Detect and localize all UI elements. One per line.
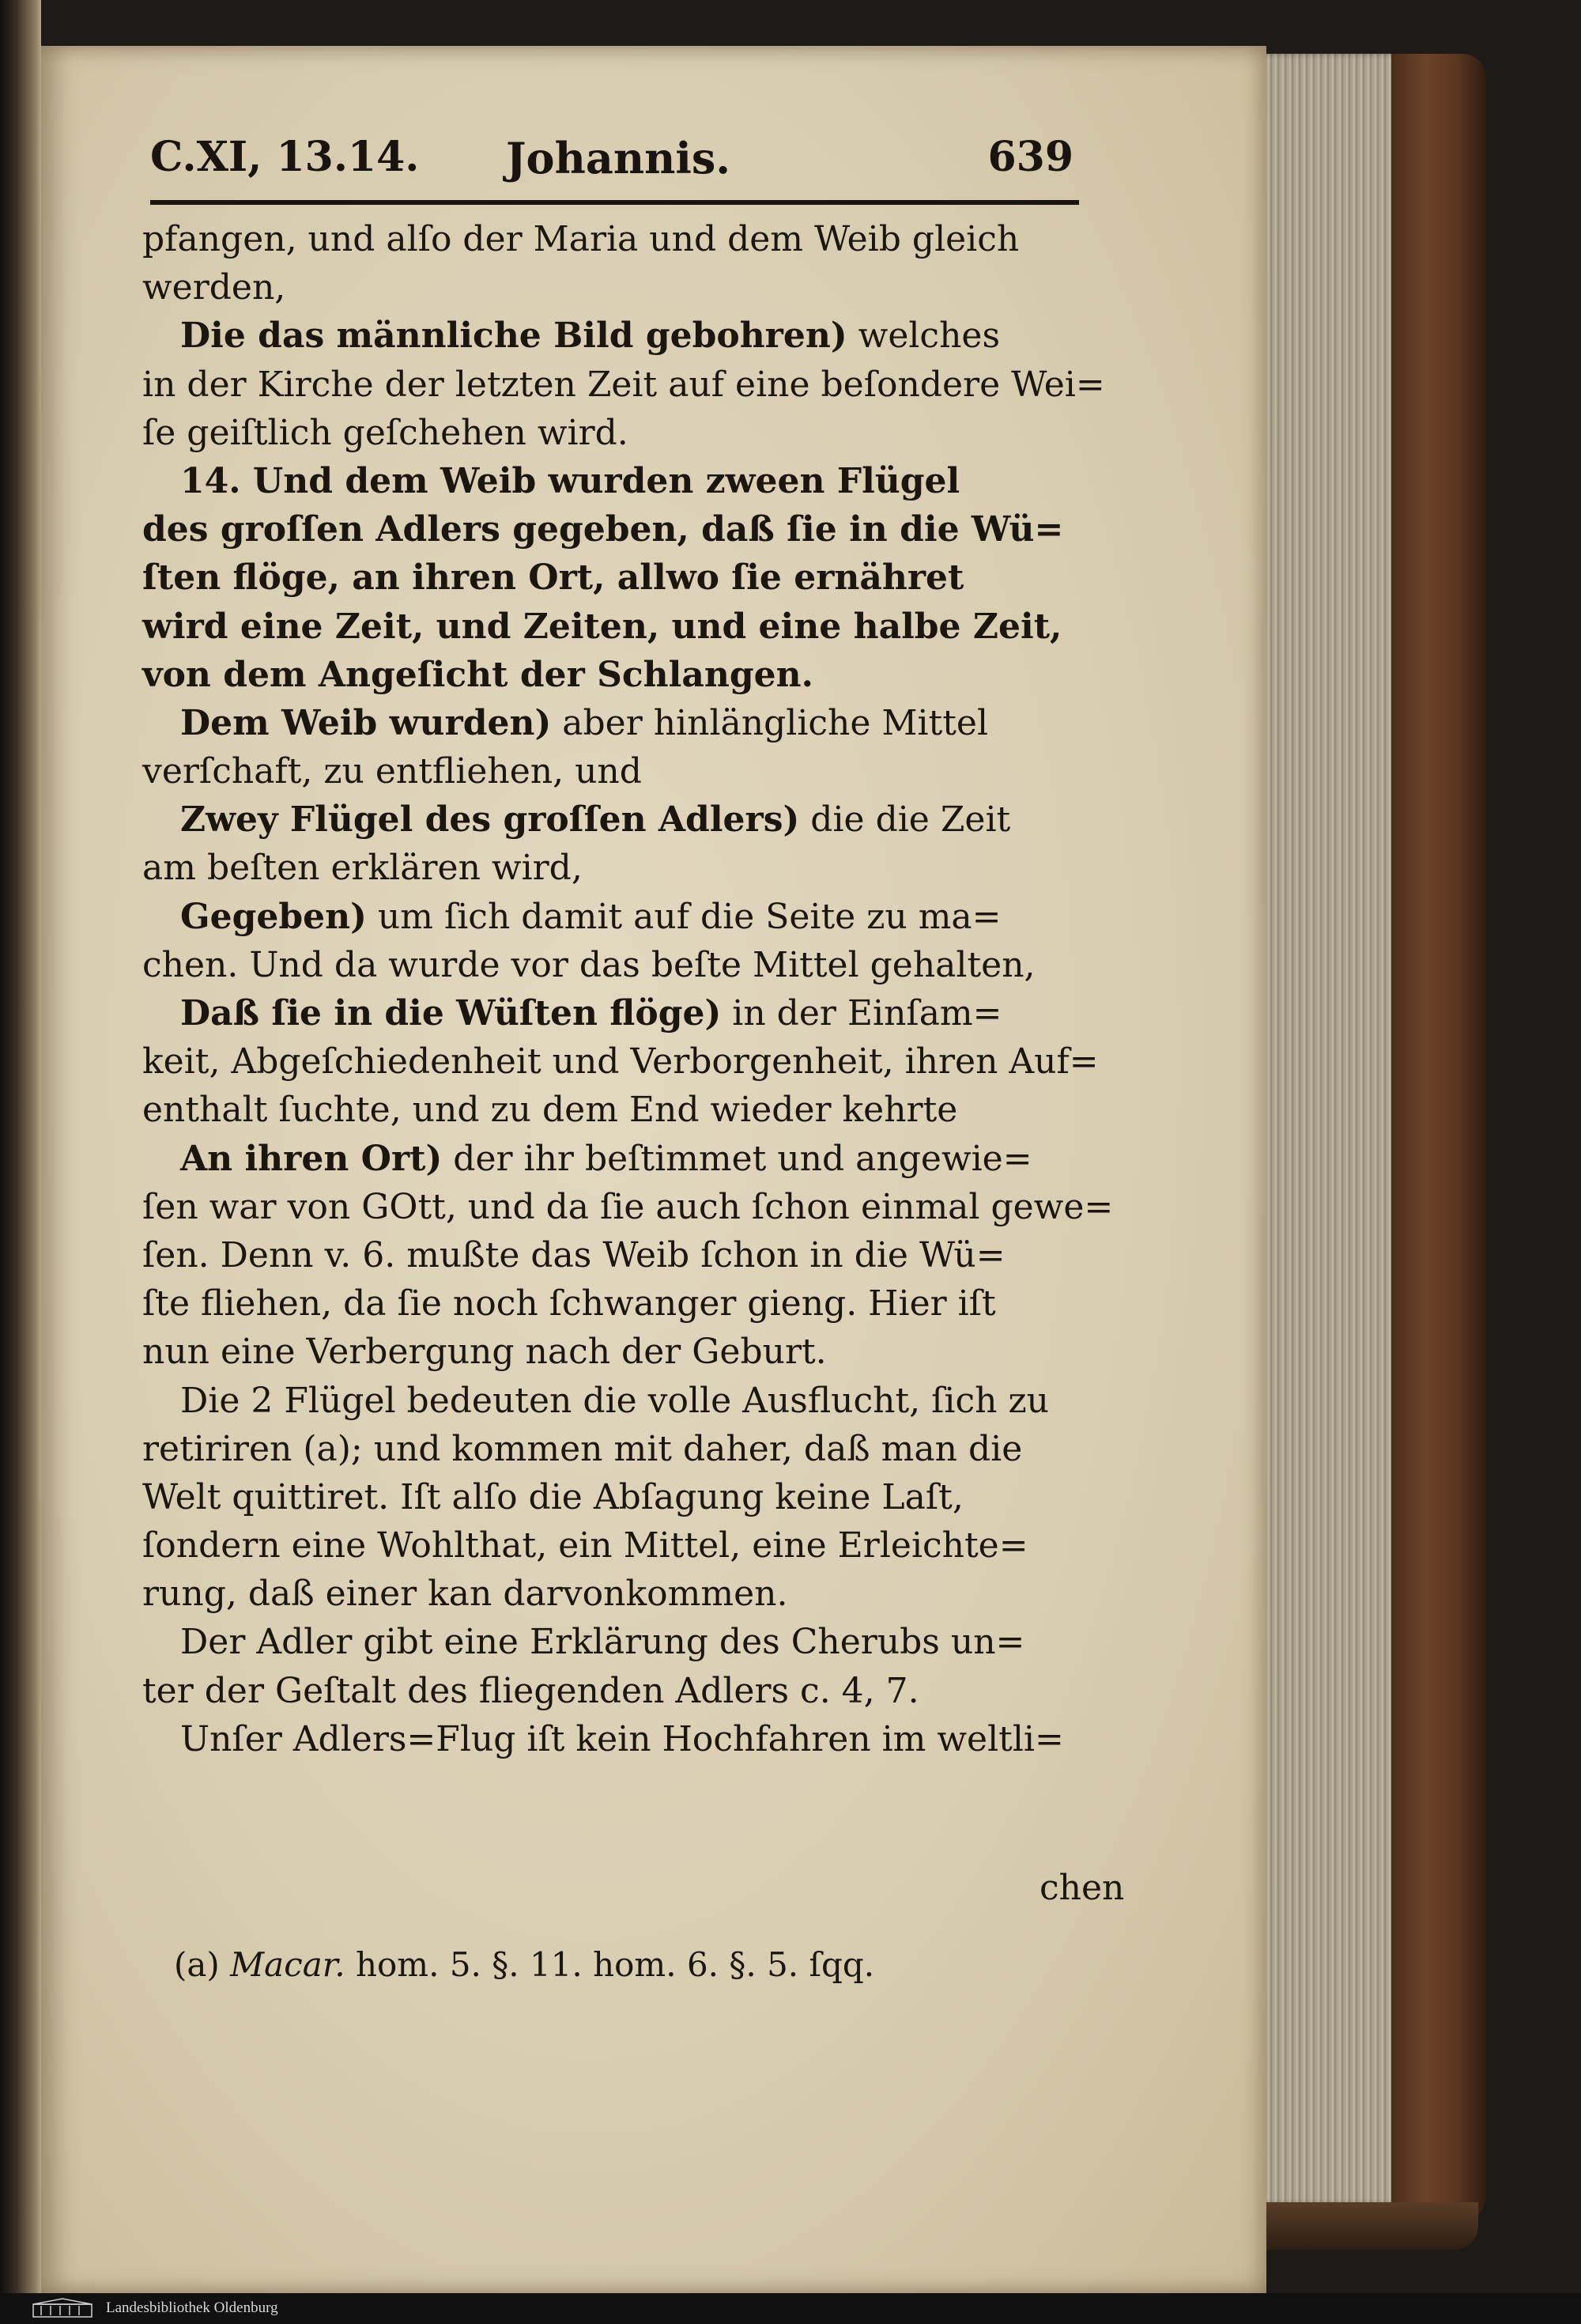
lemma-text: ſten flöge, an ihren Ort, allwo ſie ernähret	[142, 557, 964, 599]
catchword: chen	[1040, 1868, 1125, 1908]
line-text: enthalt ſuchte, und zu dem End wieder kehrte	[142, 1090, 958, 1131]
line-text: verſchaft, zu entfliehen, und	[142, 751, 642, 792]
line-text: retiriren (a); und kommen mit daher, daß man die	[142, 1428, 1023, 1469]
text-line	[142, 844, 1123, 892]
lemma-text: von dem Angeſicht der Schlangen.	[142, 654, 813, 695]
footer-bar	[0, 2293, 1581, 2324]
book-gutter	[0, 0, 41, 2293]
text-line	[142, 1570, 1123, 1618]
footnote	[174, 1945, 874, 1984]
chapter-verse-ref: C.XI, 13.14.	[150, 133, 420, 181]
text-line	[142, 1715, 1123, 1763]
page-number: 639	[987, 133, 1073, 181]
text-line	[142, 651, 1123, 699]
library-name: Landesbibliothek Oldenburg	[106, 2299, 278, 2316]
text-line	[142, 457, 1123, 505]
text-line	[142, 215, 1123, 263]
line-text: pfangen, und alſo der Maria und dem Weib gleich	[142, 219, 1020, 259]
line-text: nun eine Verbergung nach der Geburt.	[142, 1332, 827, 1373]
text-line	[142, 1231, 1123, 1279]
line-text: am beſten erklären wird,	[142, 848, 583, 889]
text-line	[142, 699, 1123, 747]
line-text: ſondern eine Wohlthat, ein Mittel, eine Erleichte=	[142, 1525, 1028, 1566]
lemma-text: Gegeben)	[180, 896, 367, 937]
running-header	[150, 133, 1099, 199]
text-line	[142, 263, 1123, 312]
text-line	[142, 989, 1123, 1037]
book-cover-bottom	[1241, 2202, 1478, 2250]
line-text: welches	[847, 316, 1001, 357]
text-line	[142, 1473, 1123, 1521]
line-text: Die 2 Flügel bedeuten die volle Ausflucht, ſich zu	[180, 1380, 1049, 1421]
book-title: Johannis.	[506, 133, 731, 183]
line-text: der ihr beſtimmet und angewie=	[442, 1138, 1032, 1179]
line-text: ter der Geſtalt des fliegenden Adlers c. 4, 7.	[142, 1670, 919, 1711]
line-text: die die Zeit	[799, 799, 1011, 841]
line-text: in der Kirche der letzten Zeit auf eine beſondere Wei=	[142, 364, 1105, 405]
line-text: chen. Und da wurde vor das beſte Mittel gehalten,	[142, 944, 1036, 985]
line-text: in der Einſam=	[721, 993, 1002, 1034]
text-line	[142, 1521, 1123, 1570]
line-text: aber hinlängliche Mittel	[551, 702, 989, 743]
text-line	[142, 1135, 1123, 1183]
text-line	[142, 1183, 1123, 1231]
text-line	[142, 1618, 1123, 1666]
lemma-text: des groſſen Adlers gegeben, daß ſie in die Wü=	[142, 509, 1064, 550]
text-line	[142, 312, 1123, 360]
line-text: ſte fliehen, da ſie noch ſchwanger gieng. Hier iſt	[142, 1283, 996, 1324]
line-text: ſe geiſtlich geſchehen wird.	[142, 412, 628, 453]
line-text: um ſich damit auf die Seite zu ma=	[366, 896, 1002, 937]
lemma-text: Die das männliche Bild gebohren)	[180, 316, 847, 357]
line-text: Unſer Adlers=Flug iſt kein Hochfahren im weltli=	[180, 1718, 1064, 1759]
text-line	[142, 893, 1123, 941]
text-line	[142, 409, 1123, 457]
footnote-mark: (a)	[174, 1945, 220, 1984]
body-text	[142, 215, 1123, 1763]
line-text: keit, Abgeſchiedenheit und Verborgenheit, ihren Auf=	[142, 1041, 1099, 1083]
line-text: ſen war von GOtt, und da ſie auch ſchon einmal gewe=	[142, 1186, 1114, 1227]
text-line	[142, 1328, 1123, 1376]
text-line	[142, 1667, 1123, 1715]
library-building-icon	[32, 2298, 93, 2318]
text-line	[142, 361, 1123, 409]
text-line	[142, 795, 1123, 844]
footnote-reference: hom. 5. §. 11. hom. 6. §. 5. ſqq.	[355, 1945, 875, 1984]
text-line	[142, 505, 1123, 554]
book-cover	[1391, 54, 1486, 2220]
line-text: ſen. Denn v. 6. mußte das Weib ſchon in die Wü=	[142, 1234, 1006, 1275]
line-text: Der Adler gibt eine Erklärung des Cherubs un=	[180, 1622, 1025, 1663]
line-text: rung, daß einer kan darvonkommen.	[142, 1574, 788, 1615]
lemma-text: Daß ſie in die Wüſten flöge)	[180, 993, 722, 1034]
text-line	[142, 603, 1123, 651]
text-line	[142, 941, 1123, 989]
line-text: Welt quittiret. Iſt alſo die Abſagung keine Laſt,	[142, 1476, 964, 1517]
footnote-author: Macar.	[230, 1945, 345, 1984]
text-line	[142, 1037, 1123, 1086]
lemma-text: wird eine Zeit, und Zeiten, und eine halbe Zeit,	[142, 606, 1062, 647]
lemma-text: 14. Und dem Weib wurden zween Flügel	[180, 460, 960, 501]
text-line	[142, 554, 1123, 602]
lemma-text: An ihren Ort)	[180, 1138, 443, 1179]
text-line	[142, 747, 1123, 795]
text-line	[142, 1377, 1123, 1425]
lemma-text: Dem Weib wurden)	[180, 702, 552, 743]
text-line	[142, 1425, 1123, 1473]
lemma-text: Zwey Flügel des groſſen Adlers)	[180, 799, 800, 841]
line-text: werden,	[142, 267, 286, 308]
text-line	[142, 1279, 1123, 1328]
header-rule	[150, 200, 1079, 205]
text-line	[142, 1086, 1123, 1134]
page-block-edges	[1245, 54, 1403, 2205]
